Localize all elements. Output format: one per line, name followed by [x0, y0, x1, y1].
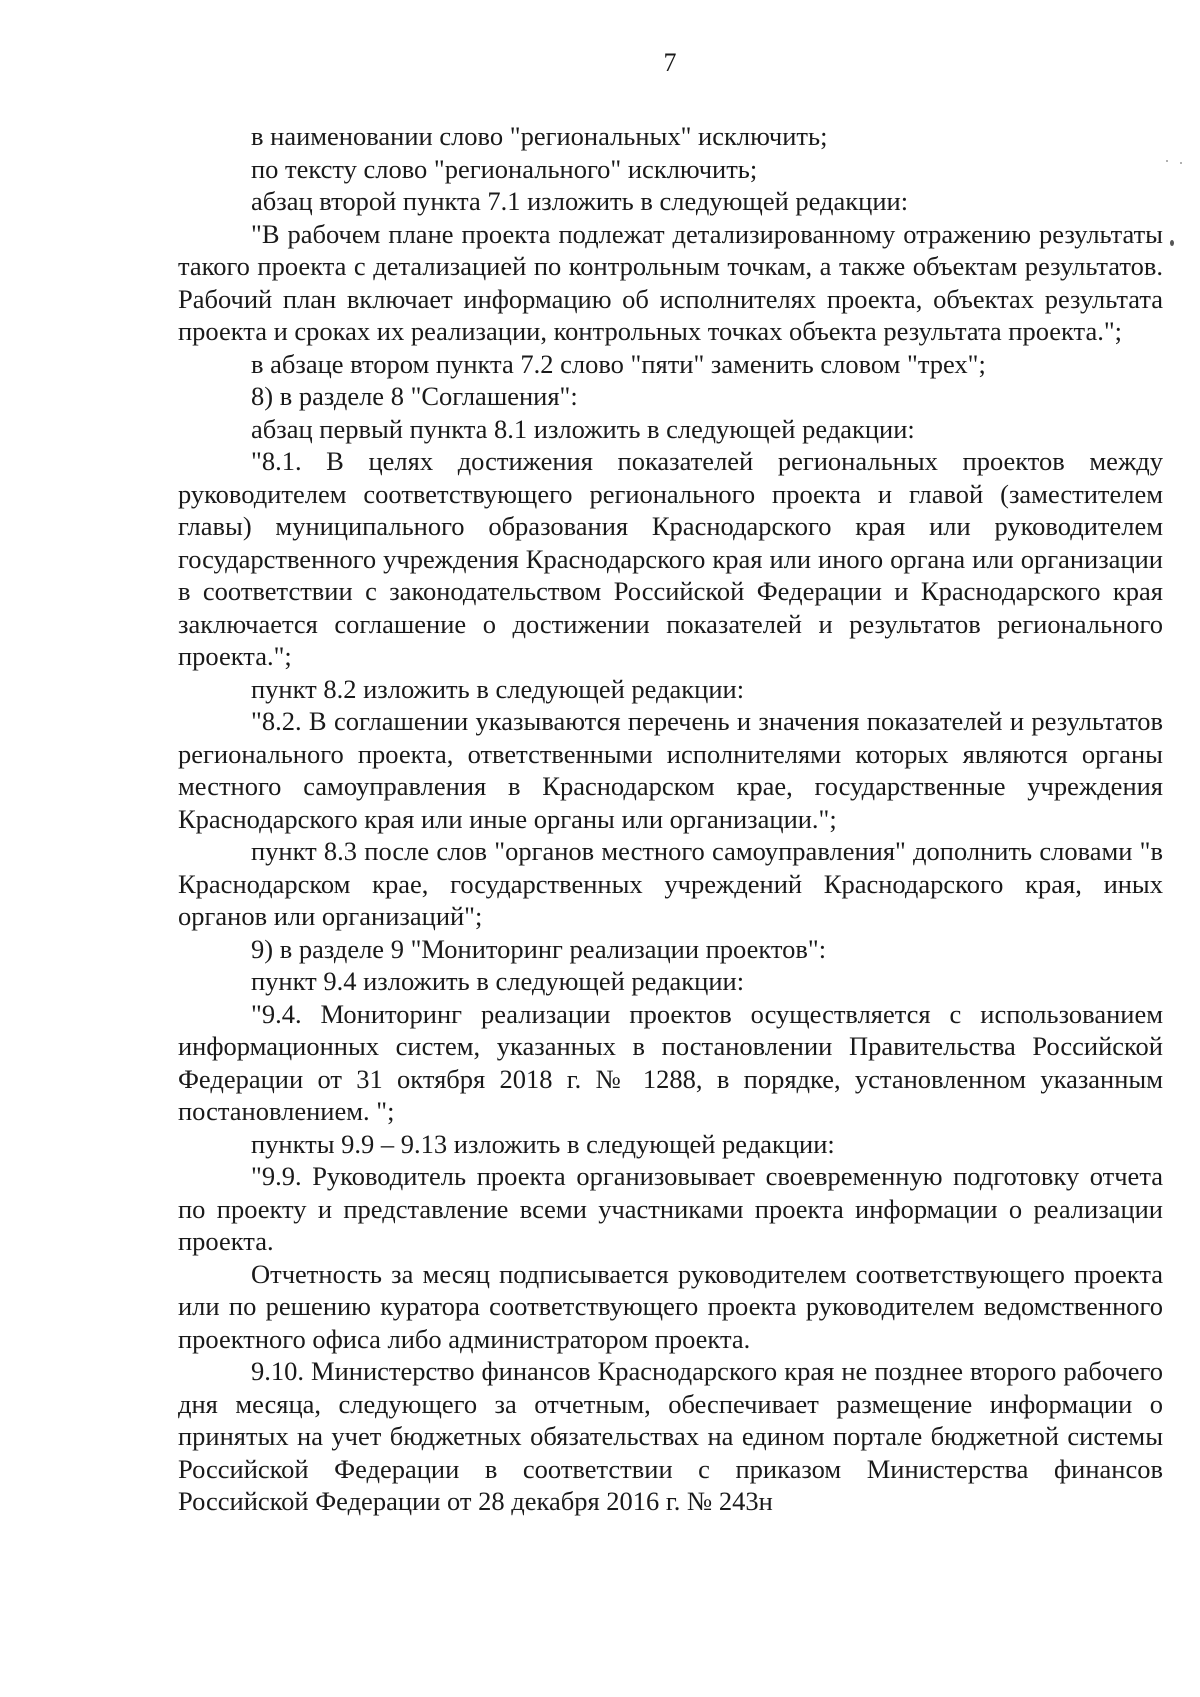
- paragraph: 9.10. Министерство финансов Краснодарского края не позднее второго рабочего дня месяца, следующего за отчетным, обеспечивает размещение информации о принятых на учет бюджетных обязательствах на едином портале бюджетной системы Российской Федерации в соответствии с приказом Министерства финансов Российской Федерации от 28 декабря 2016 г. № 243н: [178, 1356, 1163, 1516]
- paragraph: "9.4. Мониторинг реализации проектов осуществляется с использованием информационных систем, указанных в постановлении Правительства Российской Федерации от 31 октября 2018 г. № 1288, в порядке, установленном указанным постановлением. ";: [178, 998, 1163, 1126]
- paragraph: абзац второй пункта 7.1 изложить в следующей редакции:: [251, 186, 909, 216]
- paragraph: 8) в разделе 8 "Соглашения":: [251, 381, 578, 411]
- scan-speck: [1166, 160, 1168, 162]
- paragraph: пункт 9.4 изложить в следующей редакции:: [251, 966, 745, 996]
- paragraph: пункт 8.3 после слов "органов местного самоуправления" дополнить словами "в Краснодарском крае, государственных учреждений Краснодарского края, иных органов или организаций";: [178, 836, 1163, 931]
- scan-speck: [1180, 162, 1182, 164]
- paragraph: "В рабочем плане проекта подлежат детализированному отражению результаты такого проекта с детализацией по контрольным точкам, а также объектам результатов. Рабочий план включает информацию об исполнителях проекта, объектах результата проекта и сроках их реализации, контрольных точках объекта результата проекта.";: [178, 218, 1163, 346]
- paragraph: "8.1. В целях достижения показателей региональных проектов между руководителем соответствующего регионального проекта и главой (заместителем главы) муниципального образования Краснодарского края или руководителем государственного учреждения Краснодарского края или иного органа или организации в соответствии с законодательством Российской Федерации и Краснодарского края заключается соглашение о достижении показателей и результатов регионального проекта.";: [178, 446, 1163, 671]
- paragraph: пункты 9.9 – 9.13 изложить в следующей редакции:: [251, 1128, 835, 1159]
- document-body: [178, 120, 1163, 1518]
- paragraph: по тексту слово "регионального" исключить;: [251, 153, 758, 184]
- paragraph: в абзаце втором пункта 7.2 слово "пяти" заменить словом "трех";: [251, 348, 986, 379]
- paragraph: "9.9. Руководитель проекта организовывает своевременную подготовку отчета по проекту и представление всеми участниками проекта информации о реализации проекта.: [178, 1161, 1163, 1256]
- paragraph: пункт 8.2 изложить в следующей редакции:: [251, 673, 745, 704]
- paragraph: 9) в разделе 9 "Мониторинг реализации проектов":: [251, 933, 827, 964]
- paragraph: абзац первый пункта 8.1 изложить в следующей редакции:: [251, 413, 915, 444]
- paragraph: "8.2. В соглашении указываются перечень и значения показателей и результатов регионального проекта, ответственными исполнителями которых являются органы местного самоуправления в Краснодарском крае, государственные учреждения Краснодарского края или иные органы или организации.";: [178, 706, 1163, 834]
- paragraph: Отчетность за месяц подписывается руководителем соответствующего проекта или по решению куратора соответствующего проекта руководителем ведомственного проектного офиса либо администратором проекта.: [178, 1258, 1163, 1354]
- page-number: 7: [663, 48, 677, 77]
- scan-speck: [1170, 240, 1174, 246]
- paragraph: в наименовании слово "региональных" исключить;: [251, 121, 828, 151]
